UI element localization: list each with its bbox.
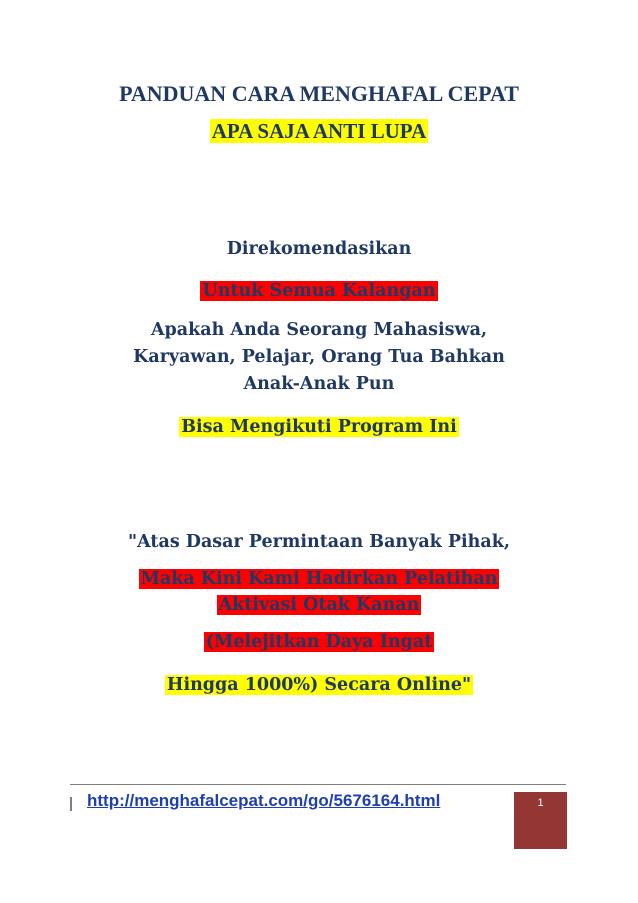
recommend-text: Anak-Anak Pun [243, 374, 395, 394]
quote-highlight: Aktivasi Otak Kanan [218, 595, 420, 615]
recommend-text: Karyawan, Pelajar, Orang Tua Bahkan [133, 347, 505, 367]
footer-link[interactable]: http://menghafalcepat.com/go/5676164.html [87, 791, 441, 810]
quote-line-2 [0, 569, 638, 589]
recommend-text: Apakah Anda Seorang Mahasiswa, [150, 320, 488, 340]
program-highlight: Bisa Mengikuti Program Ini [181, 417, 457, 437]
recommend-text-line-2 [0, 347, 638, 367]
recommend-heading [0, 239, 638, 259]
document-subtitle [0, 119, 638, 144]
recommend-text-line-3 [0, 374, 638, 394]
footer-divider [70, 784, 566, 785]
quote-highlight: Maka Kini Kami Hadirkan Pelatihan [140, 569, 498, 589]
subtitle-highlight: APA SAJA ANTI LUPA [211, 119, 427, 143]
page-number-box [514, 792, 567, 849]
quote-highlight: Hingga 1000%) Secara Online" [166, 675, 472, 695]
audience-highlight: Untuk Semua Kalangan [202, 281, 436, 301]
footer-separator [70, 797, 72, 811]
quote-line-4 [0, 632, 638, 652]
quote-line-1 [0, 532, 638, 552]
quote-text: "Atas Dasar Permintaan Banyak Pihak, [128, 532, 510, 552]
recommend-text-line-1 [0, 320, 638, 340]
quote-line-5 [0, 675, 638, 695]
recommend-program [0, 417, 638, 437]
recommend-heading-text: Direkomendasikan [226, 239, 412, 259]
page-number: 1 [537, 797, 544, 809]
recommend-audience [0, 281, 638, 301]
quote-highlight: (Melejitkan Daya Ingat [205, 632, 433, 652]
title-text: PANDUAN CARA MENGHAFAL CEPAT [119, 81, 519, 106]
quote-line-3 [0, 595, 638, 615]
document-title [0, 81, 638, 107]
